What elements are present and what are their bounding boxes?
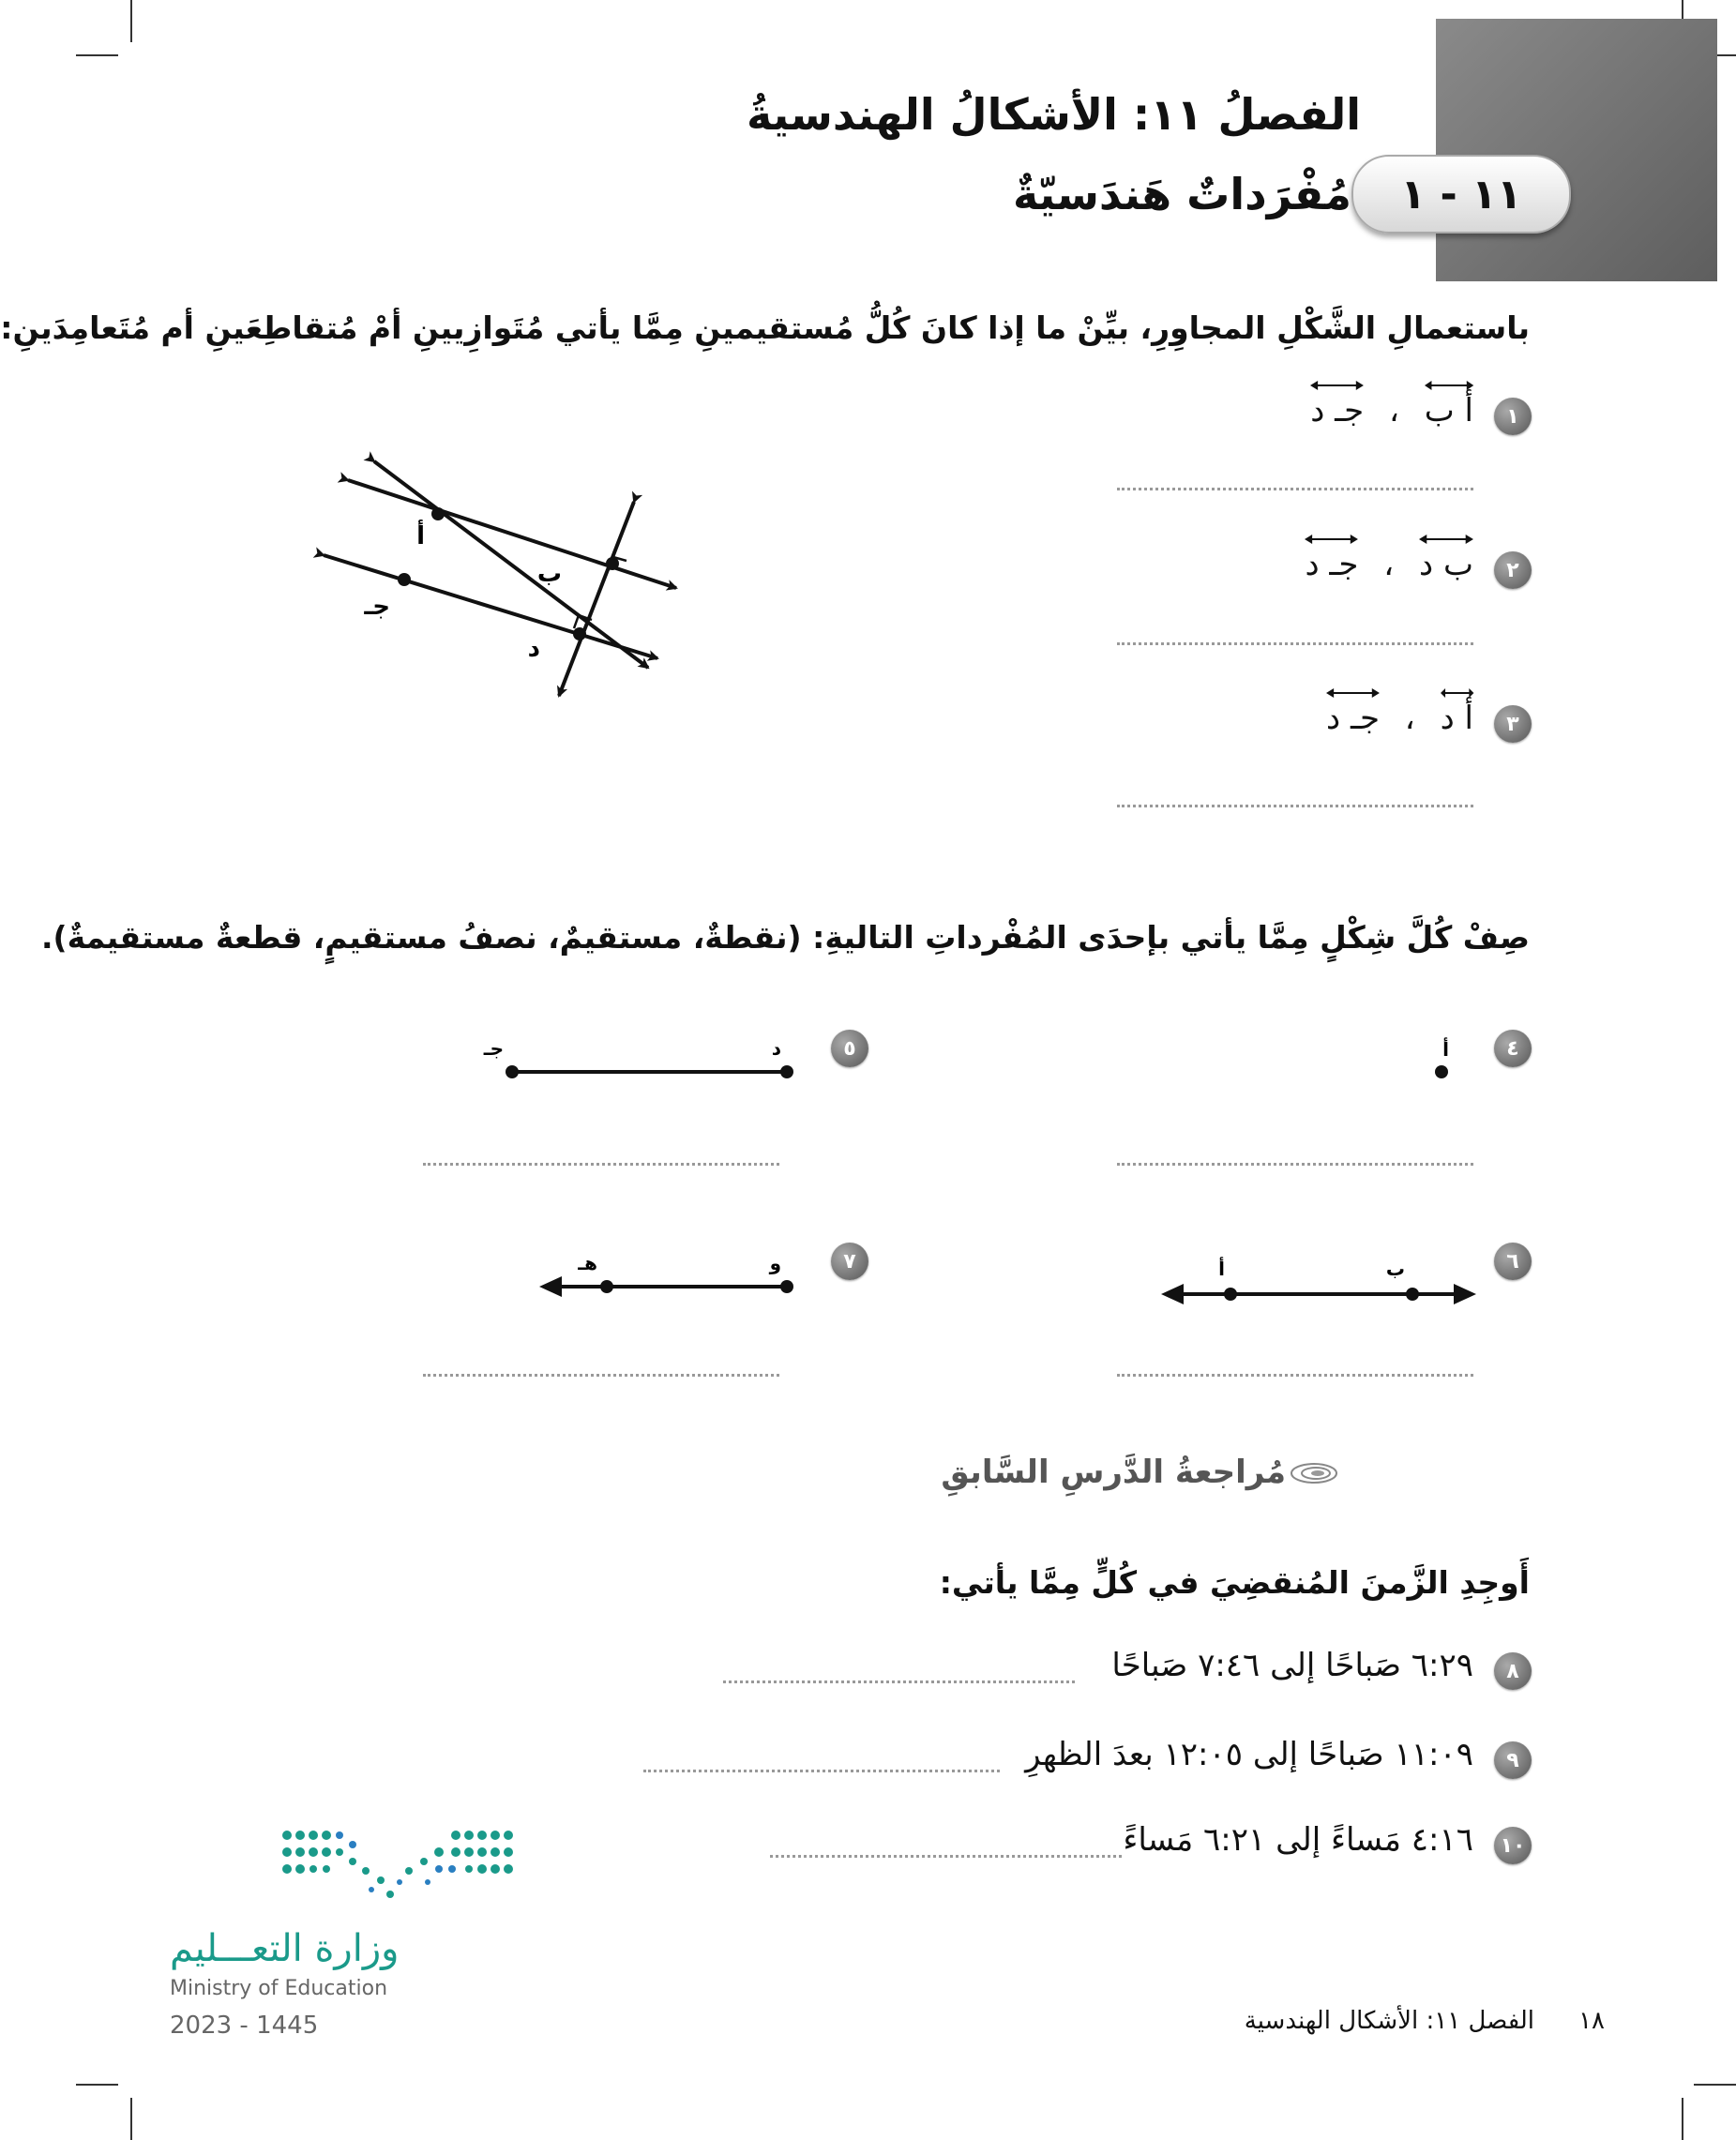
question-number: ٤ — [1494, 1030, 1532, 1067]
label-a: أ — [416, 522, 425, 550]
ministry-name-en: Ministry of Education — [170, 1977, 388, 2000]
figure-segment — [483, 1036, 808, 1102]
double-arrow-icon — [1441, 686, 1473, 700]
line-label-b: ب — [1385, 1258, 1405, 1280]
arrow-right-icon — [1454, 1284, 1476, 1304]
question-line-pair — [1326, 700, 1473, 737]
arrow-left-icon — [1161, 1284, 1184, 1304]
question-number: ٩ — [1494, 1741, 1532, 1779]
review-question-text: ٦:٢٩ صَباحًا إلى ٧:٤٦ صَباحًا — [1111, 1647, 1473, 1684]
lesson-number-badge: ١١ - ١ — [1351, 155, 1571, 234]
chapter-title: الفصلُ ١١: الأشكالُ الهندسيةُ — [747, 89, 1361, 140]
ray-label-h: هـ — [578, 1252, 597, 1274]
answer-line[interactable] — [643, 1770, 1000, 1772]
answer-line[interactable] — [1117, 642, 1473, 645]
question-number: ٥ — [831, 1030, 868, 1067]
double-arrow-icon — [1310, 379, 1364, 392]
separator: ، — [1404, 700, 1415, 737]
point-b — [606, 557, 619, 570]
ray-endpoint-w — [780, 1280, 793, 1293]
answer-line[interactable] — [770, 1855, 1122, 1858]
line-ab — [348, 480, 676, 588]
segment-endpoint — [780, 1065, 793, 1078]
double-arrow-icon — [1425, 379, 1473, 392]
figure-point — [1417, 1030, 1473, 1086]
line-ab-label: أ ب — [1424, 392, 1473, 430]
ministry-name-ar: وزارة التعـــليم — [170, 1927, 400, 1970]
line-cd-label: جـ د — [1310, 392, 1365, 430]
section1-instruction: باستعمالِ الشَّكْلِ المجاوِرِ، بيِّنْ ما إذا كانَ كُلُّ مُستقيمينِ مِمَّا يأتي مُتَوازِيينِ أمْ مُتقاطِعَينِ أم مُتَعامِدَينِ: — [0, 309, 1530, 346]
segment-label-d: د — [771, 1037, 781, 1060]
chapter-tab-decoration — [1436, 19, 1717, 281]
line-point-b — [1406, 1288, 1419, 1301]
line-symbol-cd — [1305, 546, 1358, 583]
answer-line[interactable] — [1117, 1163, 1473, 1166]
edition-year: 2023 - 1445 — [170, 2012, 319, 2040]
line-symbol-ab — [1425, 392, 1473, 430]
answer-line[interactable] — [423, 1374, 779, 1377]
line-symbol-ad — [1441, 700, 1473, 737]
question-number: ٧ — [831, 1243, 868, 1280]
line-symbol-cd — [1326, 700, 1380, 737]
review-heading: مُراجعةُ الدَّرسِ السَّابقِ — [941, 1454, 1286, 1491]
separator: ، — [1383, 546, 1395, 583]
point-d — [573, 627, 586, 640]
question-line-pair — [1310, 392, 1473, 430]
point-a — [431, 507, 445, 520]
crop-mark — [76, 54, 118, 56]
line-cd-label: جـ د — [1305, 546, 1359, 583]
section2-instruction: صِفْ كُلَّ شِكْلٍ مِمَّا يأتي بإحدَى المُفْرداتِ التاليةِ: (نقطةٌ، مستقيمٌ، نصفُ مستقيمٍ، قطعةٌ مستقيمةٌ). — [40, 919, 1530, 956]
review-question-text: ١١:٠٩ صَباحًا إلى ١٢:٠٥ بعدَ الظهرِ — [1025, 1736, 1473, 1773]
crop-mark — [1694, 2084, 1736, 2086]
page-number: ١٨ — [1578, 2007, 1605, 2035]
question-number: ٨ — [1494, 1652, 1532, 1690]
review-question-text: ٤:١٦ مَساءً إلى ٦:٢١ مَساءً — [1123, 1821, 1473, 1859]
label-d: د — [527, 635, 540, 663]
line-ad-label: أ د — [1440, 700, 1473, 737]
answer-line[interactable] — [1117, 805, 1473, 807]
question-number: ٢ — [1494, 551, 1532, 589]
answer-line[interactable] — [1117, 1374, 1473, 1377]
point-dot — [1435, 1065, 1448, 1078]
crop-mark — [1682, 2098, 1683, 2140]
crop-mark — [76, 2084, 118, 2086]
label-b: ب — [536, 560, 562, 588]
lesson-title: مُفْرَداتٌ هَندَسيّةٌ — [1013, 169, 1351, 219]
line-cd-label: جـ د — [1326, 700, 1380, 737]
geometry-figure — [310, 450, 704, 713]
line-label-a: أ — [1218, 1258, 1225, 1280]
chapter-reference: الفصل ١١: الأشكال الهندسية — [1244, 2007, 1534, 2035]
segment-label-c: جـ — [483, 1037, 504, 1060]
line-bd-label: ب د — [1419, 546, 1473, 583]
label-c: جـ — [364, 593, 390, 621]
figure-line — [1159, 1247, 1478, 1313]
ray-point-h — [600, 1280, 613, 1293]
crop-mark — [130, 2098, 132, 2140]
point-label: أ — [1442, 1038, 1449, 1061]
double-arrow-icon — [1305, 533, 1358, 546]
question-number: ٣ — [1494, 705, 1532, 743]
line-symbol-cd — [1310, 392, 1364, 430]
separator: ، — [1388, 392, 1399, 430]
double-arrow-icon — [1326, 686, 1380, 700]
review-swirl-icon — [1286, 1459, 1338, 1487]
segment-endpoint — [506, 1065, 519, 1078]
ministry-logo-icon — [278, 1824, 521, 1908]
answer-line[interactable] — [423, 1163, 779, 1166]
line-bd — [559, 502, 634, 696]
double-arrow-icon — [1419, 533, 1473, 546]
ray-label-w: و — [769, 1252, 781, 1274]
arrow-left-icon — [539, 1276, 562, 1297]
figure-ray — [536, 1247, 808, 1313]
line-symbol-bd — [1419, 546, 1473, 583]
answer-line[interactable] — [723, 1680, 1075, 1683]
point-c — [398, 573, 411, 586]
question-number: ١ — [1494, 398, 1532, 435]
crop-mark — [130, 0, 132, 42]
review-instruction: أَوجِدِ الزَّمنَ المُنقضِيَ في كُلٍّ مِمَّا يأتي: — [939, 1564, 1530, 1601]
question-number: ١٠ — [1494, 1827, 1532, 1864]
question-line-pair — [1305, 546, 1473, 583]
line-point-a — [1224, 1288, 1237, 1301]
answer-line[interactable] — [1117, 488, 1473, 490]
question-number: ٦ — [1494, 1243, 1532, 1280]
